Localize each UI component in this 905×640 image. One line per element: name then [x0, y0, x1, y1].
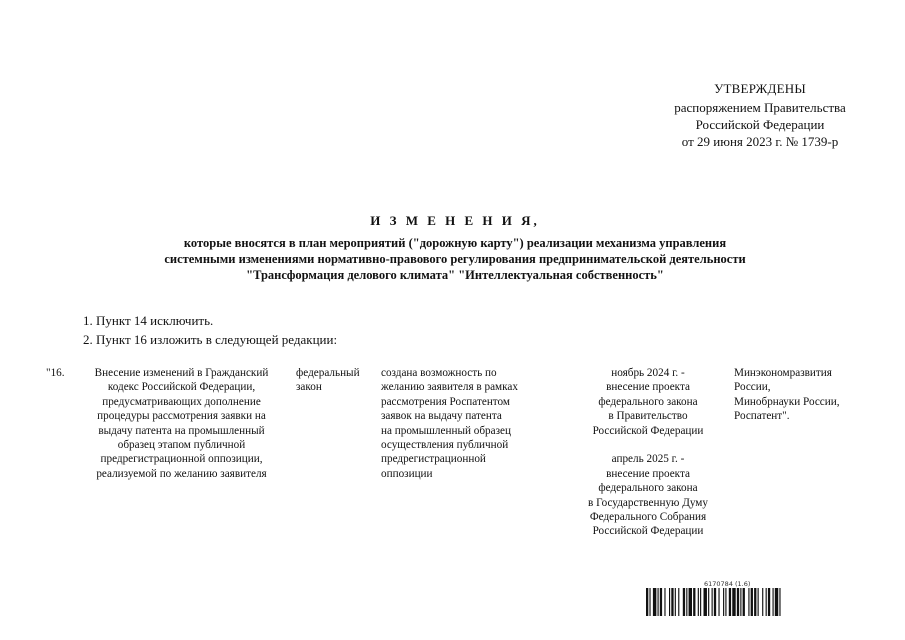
description-line: реализуемой по желанию заявителя [96, 467, 267, 480]
document-title: И З М Е Н Е Н И Я, [370, 213, 540, 228]
description-line: Внесение изменений в Гражданский [94, 367, 269, 379]
deadline-spacer [568, 438, 728, 452]
barcode-bar [649, 588, 650, 616]
description-line: выдачу патента на промышленный [98, 424, 265, 437]
barcode-bar [732, 588, 735, 616]
deadline-line: ноябрь 2024 г. - [611, 367, 685, 379]
barcode-bar [669, 588, 670, 616]
barcode-bar [766, 588, 767, 616]
deadline-line: в Государственную Думу [588, 496, 708, 509]
deadline-line: в Правительство [608, 410, 688, 423]
amendment-item: 1. Пункт 14 исключить. [83, 313, 214, 328]
barcode-bar [658, 588, 659, 616]
approval-stamp [620, 80, 900, 150]
barcode-bar [678, 588, 679, 616]
description-line: предрегистрационной оппозиции, [100, 453, 263, 466]
row-deadline [568, 366, 728, 539]
result-line: оппозиции [381, 467, 433, 480]
deadline-line: Федерального Собрания [589, 511, 707, 524]
deadline-line: апрель 2025 г. - [611, 453, 685, 466]
barcode-bar [762, 588, 763, 616]
description-line: процедуры рассмотрения заявки на [97, 410, 266, 423]
barcode-bar [664, 588, 665, 616]
type-line: закон [296, 381, 322, 394]
result-line: рассмотрения Роспатентом [381, 395, 511, 408]
barcode-bar [660, 588, 662, 616]
barcode-bar [671, 588, 673, 616]
barcode-bar [779, 588, 780, 616]
barcode-bar [758, 588, 759, 616]
deadline-line: внесение проекта [606, 381, 690, 394]
barcode-bar [714, 588, 716, 616]
result-line: желанию заявителя в рамках [381, 381, 518, 394]
barcode-bar [754, 588, 756, 616]
barcode-bar [743, 588, 745, 616]
description-line: образец этапом публичной [117, 439, 246, 452]
document-subtitle-line: "Трансформация делового климата" "Интеллектуальная собственность" [246, 268, 664, 282]
approval-line: Российской Федерации [695, 117, 825, 132]
barcode-bar [718, 588, 719, 616]
row-number: "16. [46, 367, 65, 379]
row-description [79, 366, 284, 481]
barcode-bar [712, 588, 713, 616]
barcode-bar [693, 588, 695, 616]
deadline-line: Российской Федерации [592, 525, 704, 538]
barcode-bar [729, 588, 731, 616]
approval-line: распоряжением Правительства [674, 100, 846, 115]
document-subtitle-line: которые вносятся в план мероприятий ("дорожную карту") реализации механизма управления [183, 236, 727, 250]
deadline-line: внесение проекта [606, 467, 690, 480]
responsible-line: России, [734, 381, 771, 394]
barcode-bar [698, 588, 699, 616]
type-line: федеральный [296, 367, 360, 379]
approval-line: от 29 июня 2023 г. № 1739-р [681, 134, 839, 149]
deadline-line: Российской Федерации [592, 424, 704, 437]
description-line: кодекс Российской Федерации, [107, 381, 256, 394]
barcode-bar [768, 588, 770, 616]
row-document-type [296, 366, 371, 395]
description-line: предусматривающих дополнение [102, 395, 261, 408]
barcode-bar [748, 588, 749, 616]
barcode-bar [646, 588, 648, 616]
barcode-bar [740, 588, 741, 616]
row-responsible [734, 366, 874, 424]
barcode-bar [708, 588, 709, 616]
result-line: создана возможность по [381, 367, 497, 379]
barcode-bar [686, 588, 687, 616]
amendment-item: 2. Пункт 16 изложить в следующей редакции: [83, 332, 338, 347]
responsible-line: Минэкономразвития [734, 367, 832, 379]
barcode-bar [704, 588, 707, 616]
responsible-line: Роспатент". [734, 410, 790, 423]
deadline-line: федерального закона [598, 395, 698, 408]
barcode-code: 6170784 (1.6) [704, 580, 751, 588]
barcode-icon [646, 588, 856, 616]
document-title-block [60, 213, 850, 283]
barcode-bar [653, 588, 656, 616]
responsible-line: Минобрнауки России, [734, 395, 840, 408]
barcode-bar [737, 588, 739, 616]
result-line: на промышленный образец [381, 424, 511, 437]
barcode-bar [700, 588, 701, 616]
row-result [381, 366, 556, 481]
approval-heading: УТВЕРЖДЕНЫ [714, 81, 806, 96]
barcode-block [646, 580, 858, 616]
result-line: заявок на выдачу патента [381, 410, 502, 423]
barcode-bar [775, 588, 778, 616]
barcode-bar [725, 588, 726, 616]
result-line: предрегистрационной [381, 453, 486, 466]
document-subtitle-line: системными изменениями нормативно-правового регулирования предпринимательской деятельности [164, 252, 746, 266]
barcode-bar [773, 588, 774, 616]
amendment-items [83, 311, 337, 349]
barcode-bar [675, 588, 676, 616]
barcode-bar [683, 588, 685, 616]
deadline-line: федерального закона [598, 482, 698, 495]
barcode-bar [751, 588, 753, 616]
barcode-bar [723, 588, 724, 616]
result-line: осуществления публичной [381, 439, 509, 452]
barcode-bar [689, 588, 692, 616]
